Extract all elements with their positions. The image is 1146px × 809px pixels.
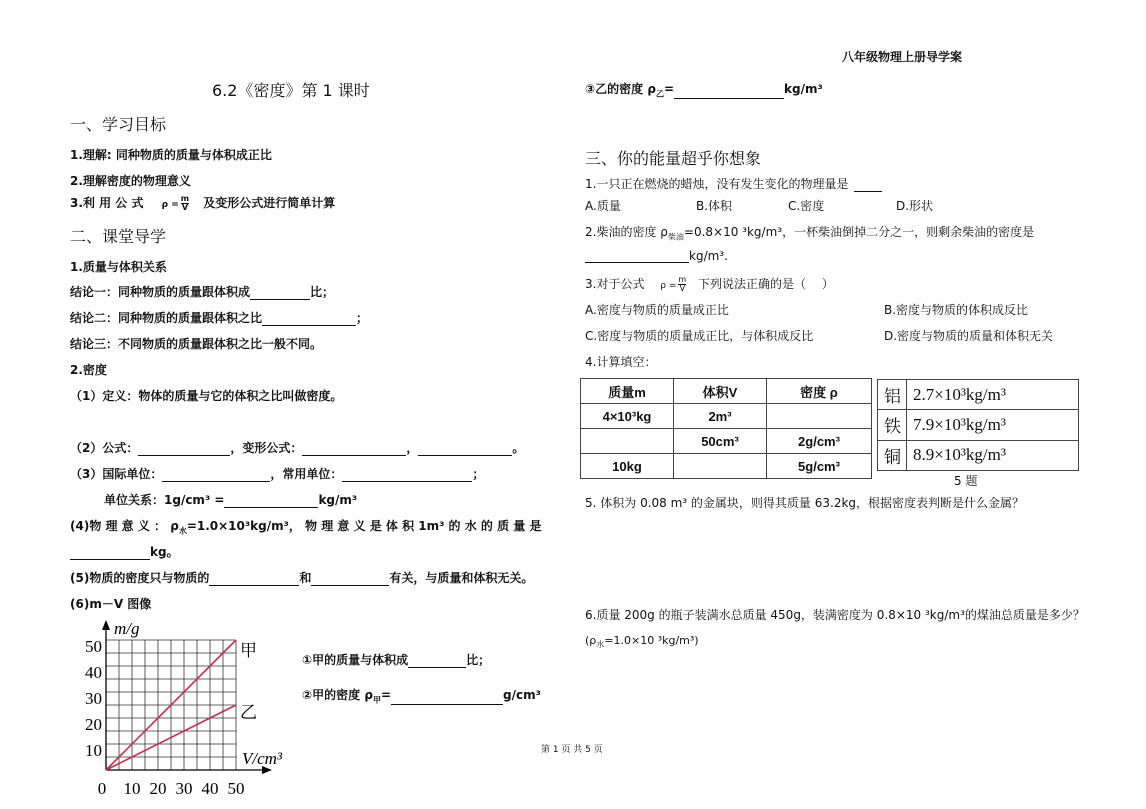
density-depends: (5)物质的密度只与物质的 和 有关，与质量和体积无关。: [70, 571, 534, 585]
density-table: [877, 379, 1079, 471]
x-tick-label: 20: [149, 779, 167, 798]
x-tick-label: 50: [227, 779, 245, 798]
table-cell-density: 7.9×10³kg/m³: [907, 410, 1079, 440]
table-header: 密度 ρ: [767, 379, 872, 404]
calc-table: [580, 378, 872, 479]
problem-3-option-c: C.密度与物质的质量成正比，与体积成反比: [585, 329, 814, 343]
y-tick-label: 20: [85, 715, 102, 734]
table-cell: 2m³: [674, 404, 767, 429]
table-header: 质量m: [581, 379, 674, 404]
y-tick-label: 50: [85, 637, 102, 656]
x-tick-label: 0: [97, 779, 107, 798]
graph-question-2: ②甲的密度 $\rho_甲= g/cm^3$: [302, 688, 541, 705]
y-tick-label: 10: [85, 741, 102, 760]
problem-3-option-b: B.密度与物质的体积成反比: [884, 303, 1029, 317]
goal-1: 1.理解: 同种物质的质量与体积成正比: [70, 148, 272, 162]
conclusion-2: 结论二：同种物质的质量跟体积之比 ；: [70, 311, 369, 325]
subsection-2: 2.密度: [70, 363, 107, 377]
x-axis-label: V/cm³: [242, 749, 283, 768]
y-axis-arrow-icon: [102, 620, 110, 630]
table-cell: 2g/cm³: [767, 429, 872, 454]
problem-3-option-d: D.密度与物质的质量和体积无关: [884, 329, 1054, 343]
conclusion-3: 结论三：不同物质的质量跟体积之比一般不同。: [70, 337, 323, 351]
graph-question-3: ③乙的密度 $\rho_乙= kg/m^3$: [585, 82, 823, 99]
problem-6: 6.质量 200g 的瓶子装满水总质量 450g，装满密度为 0.8×10 ³kg/m³的煤油总质量是多少？: [585, 608, 1085, 622]
meaning-answer: kg。: [70, 543, 179, 560]
problem-2-answer: kg/m³.: [585, 249, 728, 263]
x-tick-label: 40: [201, 779, 219, 798]
section-heading-2: 二、课堂导学: [70, 227, 167, 246]
x-tick-label: 10: [123, 779, 141, 798]
problem-1-option-c: C.密度: [788, 199, 825, 213]
unit-relation: 单位关系：1g/cm³ = kg/m³: [104, 493, 358, 507]
y-tick-label: 30: [85, 689, 102, 708]
page-title: 6.2《密度》第 1 课时: [212, 81, 370, 100]
table-cell: [581, 429, 674, 454]
problem-1: 1.一只正在燃烧的蜡烛，没有发生变化的物理量是: [585, 175, 882, 192]
table-header: 体积V: [674, 379, 767, 404]
table-cell: 10kg: [581, 454, 674, 479]
problem-6-note: ($\rho_水=1.0\times 10$ ³kg/m³): [585, 634, 699, 650]
table-cell-density: 2.7×10³kg/m³: [907, 380, 1079, 410]
meaning-line: (4)物 理 意 义 ： $\rho_水=1.0\times 10^3kg/m^3$， 物 理 意 义 是 体 积 1m³ 的 水 的 质 量 是: [70, 519, 542, 536]
table-cell-metal: 铝: [878, 380, 907, 410]
problem-1-option-d: D.形状: [896, 199, 934, 213]
mv-graph: [76, 614, 286, 800]
table-cell: 5g/cm³: [767, 454, 872, 479]
table-cell: 50cm³: [674, 429, 767, 454]
table-cell-density: 8.9×10³kg/m³: [907, 440, 1079, 470]
section-heading-1: 一、学习目标: [70, 115, 167, 134]
problem-3: 3.对于公式 ρ = $\frac{m}{V}$ 下列说法正确的是（ ）: [585, 275, 834, 293]
problem-2: 2.柴油的密度 $\rho_{柴油}=0.8\times 10$ ³kg/m³，一杯柴油倒掉二分之一，则剩余柴油的密度是: [585, 225, 1035, 242]
table-cell: [674, 454, 767, 479]
subsection-1: 1.质量与体积关系: [70, 260, 167, 274]
table-caption: 5 题: [954, 474, 978, 488]
problem-1-option-b: B.体积: [696, 199, 733, 213]
unit-line: （3）国际单位： ，常用单位： ；: [70, 467, 485, 481]
y-axis-label: m/g: [114, 619, 140, 638]
series-label-yi: 乙: [240, 703, 257, 723]
problem-3-option-a: A.密度与物质的质量成正比: [585, 303, 729, 317]
problem-4: 4.计算填空：: [585, 355, 657, 369]
goal-3: 3.利 用 公 式 ρ = $\frac{m}{V}$ 及变形公式进行简单计算: [70, 194, 336, 212]
table-cell: 4×10³kg: [581, 404, 674, 429]
y-tick-label: 40: [85, 663, 102, 682]
conclusion-1: 结论一：同种物质的质量跟体积成 比；: [70, 285, 335, 299]
problem-1-option-a: A.质量: [585, 199, 621, 213]
section-heading-3: 三、你的能量超乎你想象: [585, 149, 762, 168]
header-right: 八年级物理上册导学案: [842, 50, 963, 64]
formula-line: （2）公式： ，变形公式： ， 。: [70, 441, 525, 455]
table-cell-metal: 铁: [878, 410, 907, 440]
problem-5: 5. 体积为 0.08 m³ 的金属块，则得其质量 63.2kg，根据密度表判断是什么金属？: [585, 496, 1025, 510]
graph-question-1: ①甲的质量与体积成 比；: [302, 653, 491, 667]
table-cell-metal: 铜: [878, 440, 907, 470]
page-footer: 第 1 页 共 5 页: [541, 745, 603, 755]
definition: （1）定义：物体的质量与它的体积之比叫做密度。: [70, 389, 343, 403]
series-label-jia: 甲: [240, 641, 257, 661]
mv-graph-heading: (6)m－V 图像: [70, 597, 152, 611]
x-tick-label: 30: [175, 779, 193, 798]
goal-2: 2.理解密度的物理意义: [70, 174, 191, 188]
table-cell: [767, 404, 872, 429]
